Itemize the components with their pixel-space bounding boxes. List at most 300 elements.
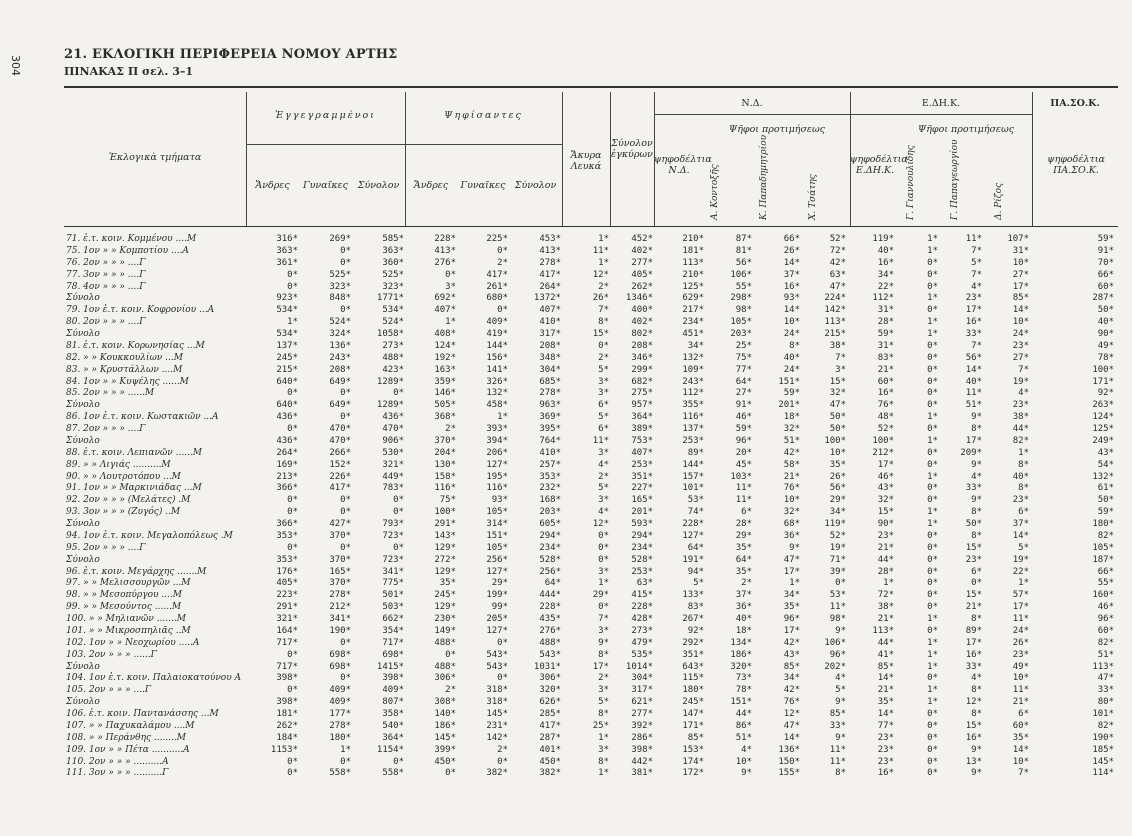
cell-value: 60* [1012, 720, 1029, 731]
table-row [64, 673, 1118, 685]
cell-value: 394* [486, 435, 508, 446]
cell-value: 90* [877, 519, 894, 529]
cell-value: 534* [382, 305, 404, 316]
cell-value: 662* [382, 614, 404, 624]
cell-value: 42* [783, 637, 800, 648]
cell-value: 0* [497, 673, 508, 684]
cell-value: 316* [276, 234, 298, 244]
cell-value: 401* [539, 744, 561, 755]
cell-value: 11* [592, 245, 609, 256]
cell-value: 389* [631, 424, 653, 434]
cell-value: 4* [971, 471, 982, 482]
cell-value: 115* [682, 673, 704, 684]
cell-value: 50* [1097, 305, 1114, 316]
cell-value: 682* [631, 376, 653, 387]
cell-value: 366* [276, 519, 298, 529]
cell-value: 91* [1097, 245, 1114, 256]
cell-value: 35* [829, 459, 846, 470]
cell-value: 0* [927, 732, 938, 743]
cell-value: 16* [877, 388, 894, 399]
cell-value: 180* [682, 685, 704, 696]
cell-value: 146* [434, 388, 456, 399]
cell-value: 68* [783, 519, 800, 529]
cell-value: 103* [730, 471, 752, 482]
cell-value: 15* [592, 329, 609, 339]
cell-value: 2* [741, 578, 752, 589]
cell-value: 535* [631, 649, 653, 660]
cell-value: 56* [735, 257, 752, 268]
cell-value: 215* [824, 329, 846, 339]
cell-value: 151* [778, 376, 800, 387]
cell-value: 99* [491, 602, 508, 613]
valid-header: Σύνολον ἐγκύρων [611, 138, 653, 160]
cell-value: 96* [783, 614, 800, 624]
cell-value: 0* [927, 756, 938, 767]
cell-value: 137* [682, 424, 704, 434]
cell-value: 0* [340, 637, 351, 648]
cell-value: 89* [965, 625, 982, 636]
cell-value: 276* [434, 257, 456, 268]
row-label: Σύνολο [66, 519, 100, 529]
cell-value: 4* [835, 673, 846, 684]
cell-value: 407* [434, 305, 456, 316]
cell-value: 698* [329, 661, 351, 672]
cell-value: 143* [434, 530, 456, 541]
cell-value: 410* [539, 447, 561, 458]
table-row [64, 745, 1118, 757]
cell-value: 23* [1012, 649, 1029, 660]
cell-value: 13* [965, 756, 982, 767]
cell-value: 112* [872, 293, 894, 304]
cell-value: 8* [598, 709, 609, 719]
cell-value: 224* [824, 293, 846, 304]
cell-value: 45* [735, 459, 752, 470]
cell-value: 82* [1012, 435, 1029, 446]
cell-value: 16* [965, 317, 982, 328]
cell-value: 9* [971, 744, 982, 755]
table-row [64, 602, 1118, 614]
cell-value: 144* [486, 340, 508, 351]
cell-value: 272* [434, 554, 456, 565]
cell-value: 164* [276, 625, 298, 636]
cell-value: 0* [340, 412, 351, 423]
cell-value: 17* [877, 459, 894, 470]
cell-value: 33* [829, 720, 846, 731]
cell-value: 31* [877, 305, 894, 316]
cell-value: 528* [631, 554, 653, 565]
cell-value: 16* [965, 732, 982, 743]
cell-value: 145* [1092, 756, 1114, 767]
row-label: 82. » » Κουκκουλίων ...Μ [66, 352, 183, 363]
cell-value: 98* [735, 305, 752, 316]
cell-value: 168* [539, 495, 561, 506]
cell-value: 127* [486, 625, 508, 636]
cell-value: 0* [287, 649, 298, 660]
table-row [64, 519, 1118, 531]
cell-value: 212* [329, 602, 351, 613]
cell-value: 417* [539, 720, 561, 731]
cell-value: 59* [877, 329, 894, 339]
cell-value: 723* [382, 530, 404, 541]
cell-value: 245* [276, 352, 298, 363]
cell-value: 234* [682, 317, 704, 328]
cell-value: 25* [735, 340, 752, 351]
row-label: 104. 1ον ἐ.τ. κοιν. Παλαιοκατούνου Α [66, 673, 242, 684]
cell-value: 363* [276, 245, 298, 256]
cell-value: 185* [1092, 744, 1114, 755]
cell-value: 76* [877, 400, 894, 411]
cell-value: 40* [877, 245, 894, 256]
cell-value: 262* [631, 281, 653, 292]
row-label: 79. 1ον ἐ.τ. κοιν. Κοφρονίου ...Α [66, 305, 215, 316]
cell-value: 503* [382, 602, 404, 613]
cell-value: 318* [486, 697, 508, 708]
cell-value: 1* [927, 317, 938, 328]
cell-value: 55* [735, 281, 752, 292]
cell-value: 82* [1097, 637, 1114, 648]
cell-value: 11* [592, 435, 609, 446]
cell-value: 0* [598, 340, 609, 351]
cell-value: 9* [971, 495, 982, 506]
cell-value: 1* [927, 685, 938, 696]
cell-value: 92* [1097, 388, 1114, 399]
cell-value: 3* [445, 281, 456, 292]
row-label: Σύνολο [66, 435, 100, 446]
cell-value: 0* [340, 388, 351, 399]
cell-value: 50* [965, 519, 982, 529]
cell-value: 101* [682, 483, 704, 494]
row-label: 76. 2ον » » » ....Γ [66, 257, 146, 268]
table-row [64, 662, 1118, 674]
pasok-header: ΠΑ.ΣΟ.Κ. [1050, 98, 1100, 109]
cell-value: 46* [735, 412, 752, 423]
cell-value: 8* [971, 709, 982, 719]
cell-value: 130* [434, 459, 456, 470]
cell-value: 1* [598, 768, 609, 779]
pasok-ballots-header: ψηφοδέλτια ΠΑ.ΣΟ.Κ. [1047, 154, 1105, 176]
cell-value: 51* [1097, 649, 1114, 660]
table-row [64, 733, 1118, 745]
table-row [64, 507, 1118, 519]
cell-value: 505* [434, 400, 456, 411]
cell-value: 132* [1092, 471, 1114, 482]
cell-value: 75* [735, 352, 752, 363]
cell-value: 1* [598, 234, 609, 244]
cell-value: 14* [1012, 744, 1029, 755]
row-label: 93. 3ον » » » (Ζυγός) ..Μ [66, 507, 181, 518]
table-row [64, 234, 1118, 246]
cell-value: 26* [1012, 637, 1029, 648]
cell-value: 353* [276, 530, 298, 541]
cell-value: 458* [486, 400, 508, 411]
cell-value: 0* [927, 376, 938, 387]
row-label: 100. » » Μηλιανῶν .......Μ [66, 614, 186, 624]
cell-value: 382* [539, 768, 561, 779]
cell-value: 208* [631, 340, 653, 351]
cell-value: 17* [592, 661, 609, 672]
cell-value: 1* [927, 661, 938, 672]
cell-value: 23* [1012, 340, 1029, 351]
cell-value: 287* [1092, 293, 1114, 304]
cell-value: 17* [783, 566, 800, 577]
cell-value: 0* [927, 590, 938, 601]
cell-value: 38* [877, 602, 894, 613]
cell-value: 3* [598, 566, 609, 577]
cell-value: 0* [927, 305, 938, 316]
cell-value: 9* [835, 732, 846, 743]
cell-value: 40* [1012, 471, 1029, 482]
cell-value: 11* [829, 756, 846, 767]
cell-value: 28* [877, 317, 894, 328]
cell-value: 540* [382, 720, 404, 731]
cell-value: 26* [829, 471, 846, 482]
cell-value: 32* [783, 424, 800, 434]
cell-value: 228* [539, 602, 561, 613]
cell-value: 453* [539, 234, 561, 244]
cell-value: 436* [382, 412, 404, 423]
cell-value: 2* [598, 471, 609, 482]
cell-value: 793* [382, 519, 404, 529]
page-subtitle: ΠΙΝΑΚΑΣ Π σελ. 3–1 [64, 65, 194, 78]
cell-value: 427* [329, 519, 351, 529]
cell-value: 228* [682, 519, 704, 529]
cell-value: 479* [631, 637, 653, 648]
cell-value: 47* [1097, 673, 1114, 684]
cell-value: 326* [486, 376, 508, 387]
cell-value: 7* [835, 352, 846, 363]
cell-value: 20* [735, 447, 752, 458]
cell-value: 151* [486, 530, 508, 541]
cell-value: 685* [539, 376, 561, 387]
cell-value: 105* [486, 507, 508, 518]
cell-value: 398* [382, 673, 404, 684]
table-row [64, 258, 1118, 270]
cell-value: 407* [631, 447, 653, 458]
cell-value: 318* [486, 685, 508, 696]
cell-value: 324* [329, 329, 351, 339]
cell-value: 1* [497, 412, 508, 423]
cell-value: 113* [1092, 661, 1114, 672]
table-row [64, 567, 1118, 579]
cell-value: 25* [592, 720, 609, 731]
cell-value: 346* [631, 352, 653, 363]
cell-value: 29* [829, 495, 846, 506]
cell-value: 42* [783, 685, 800, 696]
cell-value: 363* [382, 245, 404, 256]
cell-value: 37* [1012, 519, 1029, 529]
cell-value: 181* [682, 245, 704, 256]
cell-value: 273* [382, 340, 404, 351]
cell-value: 407* [539, 305, 561, 316]
cell-value: 14* [783, 732, 800, 743]
cell-value: 40* [783, 352, 800, 363]
cell-value: 0* [971, 578, 982, 589]
cell-value: 398* [276, 673, 298, 684]
cell-value: 11* [735, 483, 752, 494]
cell-value: 51* [735, 732, 752, 743]
cell-value: 528* [539, 554, 561, 565]
cell-value: 278* [329, 720, 351, 731]
cell-value: 4* [598, 507, 609, 518]
table-row [64, 282, 1118, 294]
cell-value: 15* [829, 376, 846, 387]
cell-value: 11* [965, 388, 982, 399]
table-row [64, 329, 1118, 341]
cell-value: 107* [1007, 234, 1029, 244]
cell-value: 0* [393, 542, 404, 553]
cell-value: 10* [783, 495, 800, 506]
cell-value: 56* [965, 352, 982, 363]
cell-value: 605* [539, 519, 561, 529]
cell-value: 370* [434, 435, 456, 446]
cell-value: 12* [965, 697, 982, 708]
nd-pref-header: Ψῆφοι προτιμήσεως [728, 124, 826, 135]
cell-value: 1014* [625, 661, 653, 672]
table-row [64, 531, 1118, 543]
cell-value: 28* [735, 519, 752, 529]
cell-value: 190* [329, 625, 351, 636]
table-row [64, 697, 1118, 709]
cell-value: 31* [877, 340, 894, 351]
cell-value: 0* [927, 257, 938, 268]
cell-value: 488* [539, 637, 561, 648]
cell-value: 304* [631, 673, 653, 684]
cell-value: 0* [927, 340, 938, 351]
cell-value: 0* [927, 720, 938, 731]
cell-value: 16* [783, 281, 800, 292]
row-label: 95. 2ον » » » ....Γ [66, 542, 146, 553]
cell-value: 1* [598, 732, 609, 743]
cell-value: 848* [329, 293, 351, 304]
cell-value: 0* [927, 269, 938, 280]
row-label: 84. 1ον » » Κυψέλης ......Μ [66, 376, 189, 387]
table-row [64, 495, 1118, 507]
cell-value: 9* [971, 768, 982, 779]
invalid-header: Ἄκυρα Λευκά [570, 150, 602, 172]
cell-value: 34* [877, 269, 894, 280]
cell-value: 1* [445, 317, 456, 328]
cell-value: 114* [1092, 768, 1114, 779]
row-label: Σύνολο [66, 697, 100, 708]
cell-value: 5* [1018, 542, 1029, 553]
cell-value: 127* [682, 530, 704, 541]
cell-value: 208* [539, 340, 561, 351]
cell-value: 8* [971, 530, 982, 541]
cell-value: 136* [778, 744, 800, 755]
cell-value: 133* [682, 590, 704, 601]
men-header: Ἄνδρες [255, 180, 290, 191]
cell-value: 186* [434, 720, 456, 731]
cell-value: 212* [872, 447, 894, 458]
cell-value: 8* [598, 317, 609, 328]
table-row [64, 578, 1118, 590]
cell-value: 717* [382, 637, 404, 648]
cell-value: 419* [486, 329, 508, 339]
cell-value: 1* [1018, 447, 1029, 458]
cell-value: 7* [1018, 364, 1029, 375]
cell-value: 543* [486, 649, 508, 660]
cell-value: 119* [824, 519, 846, 529]
cell-value: 807* [382, 697, 404, 708]
cell-value: 52* [829, 530, 846, 541]
cell-value: 15* [965, 590, 982, 601]
cell-value: 96* [829, 649, 846, 660]
cell-value: 230* [434, 614, 456, 624]
cell-value: 470* [382, 424, 404, 434]
cell-value: 649* [329, 376, 351, 387]
cell-value: 147* [682, 709, 704, 719]
cell-value: 85* [877, 661, 894, 672]
cell-value: 28* [877, 566, 894, 577]
cell-value: 253* [631, 566, 653, 577]
cell-value: 299* [631, 364, 653, 375]
cell-value: 298* [730, 293, 752, 304]
cell-value: 3* [598, 685, 609, 696]
cell-value: 341* [329, 614, 351, 624]
cell-value: 1* [927, 412, 938, 423]
cell-value: 417* [539, 269, 561, 280]
row-label: 90. » » Λουτροτόπου ...Μ [66, 471, 181, 482]
cell-value: 0* [340, 507, 351, 518]
cell-value: 156* [486, 352, 508, 363]
row-label: 98. » » Μεσοπύργου ....Μ [66, 590, 182, 601]
table-row [64, 353, 1118, 365]
cell-value: 12* [592, 269, 609, 280]
cell-value: 593* [631, 519, 653, 529]
cell-value: 11* [829, 602, 846, 613]
table-row [64, 400, 1118, 412]
cell-value: 399* [434, 744, 456, 755]
cell-value: 39* [829, 566, 846, 577]
cell-value: 423* [382, 364, 404, 375]
cell-value: 105* [486, 542, 508, 553]
header-rule [654, 114, 1032, 115]
row-label: 87. 2ον » » » ....Γ [66, 424, 146, 434]
cell-value: 1771* [376, 293, 404, 304]
cell-value: 85* [783, 661, 800, 672]
cell-value: 1* [883, 578, 894, 589]
row-label: Σύνολο [66, 329, 100, 339]
cell-value: 317* [631, 685, 653, 696]
cell-value: 63* [829, 269, 846, 280]
cell-value: 60* [877, 376, 894, 387]
cell-value: 227* [631, 483, 653, 494]
cell-value: 140* [434, 709, 456, 719]
cell-value: 127* [486, 459, 508, 470]
cell-value: 0* [598, 530, 609, 541]
cell-value: 923* [276, 293, 298, 304]
cell-value: 382* [486, 768, 508, 779]
cell-value: 1* [340, 744, 351, 755]
cell-value: 19* [829, 542, 846, 553]
cell-value: 0* [927, 352, 938, 363]
cell-value: 629* [682, 293, 704, 304]
cell-value: 59* [783, 388, 800, 399]
table-row [64, 293, 1118, 305]
cell-value: 15* [877, 507, 894, 518]
cell-value: 19* [1012, 554, 1029, 565]
cell-value: 57* [1012, 590, 1029, 601]
cell-value: 54* [1097, 459, 1114, 470]
cell-value: 23* [877, 732, 894, 743]
cell-value: 27* [735, 388, 752, 399]
cell-value: 59* [1097, 507, 1114, 518]
table-row [64, 638, 1118, 650]
cell-value: 201* [631, 507, 653, 518]
cell-value: 91* [735, 400, 752, 411]
cell-value: 180* [329, 732, 351, 743]
cell-value: 27* [1012, 352, 1029, 363]
